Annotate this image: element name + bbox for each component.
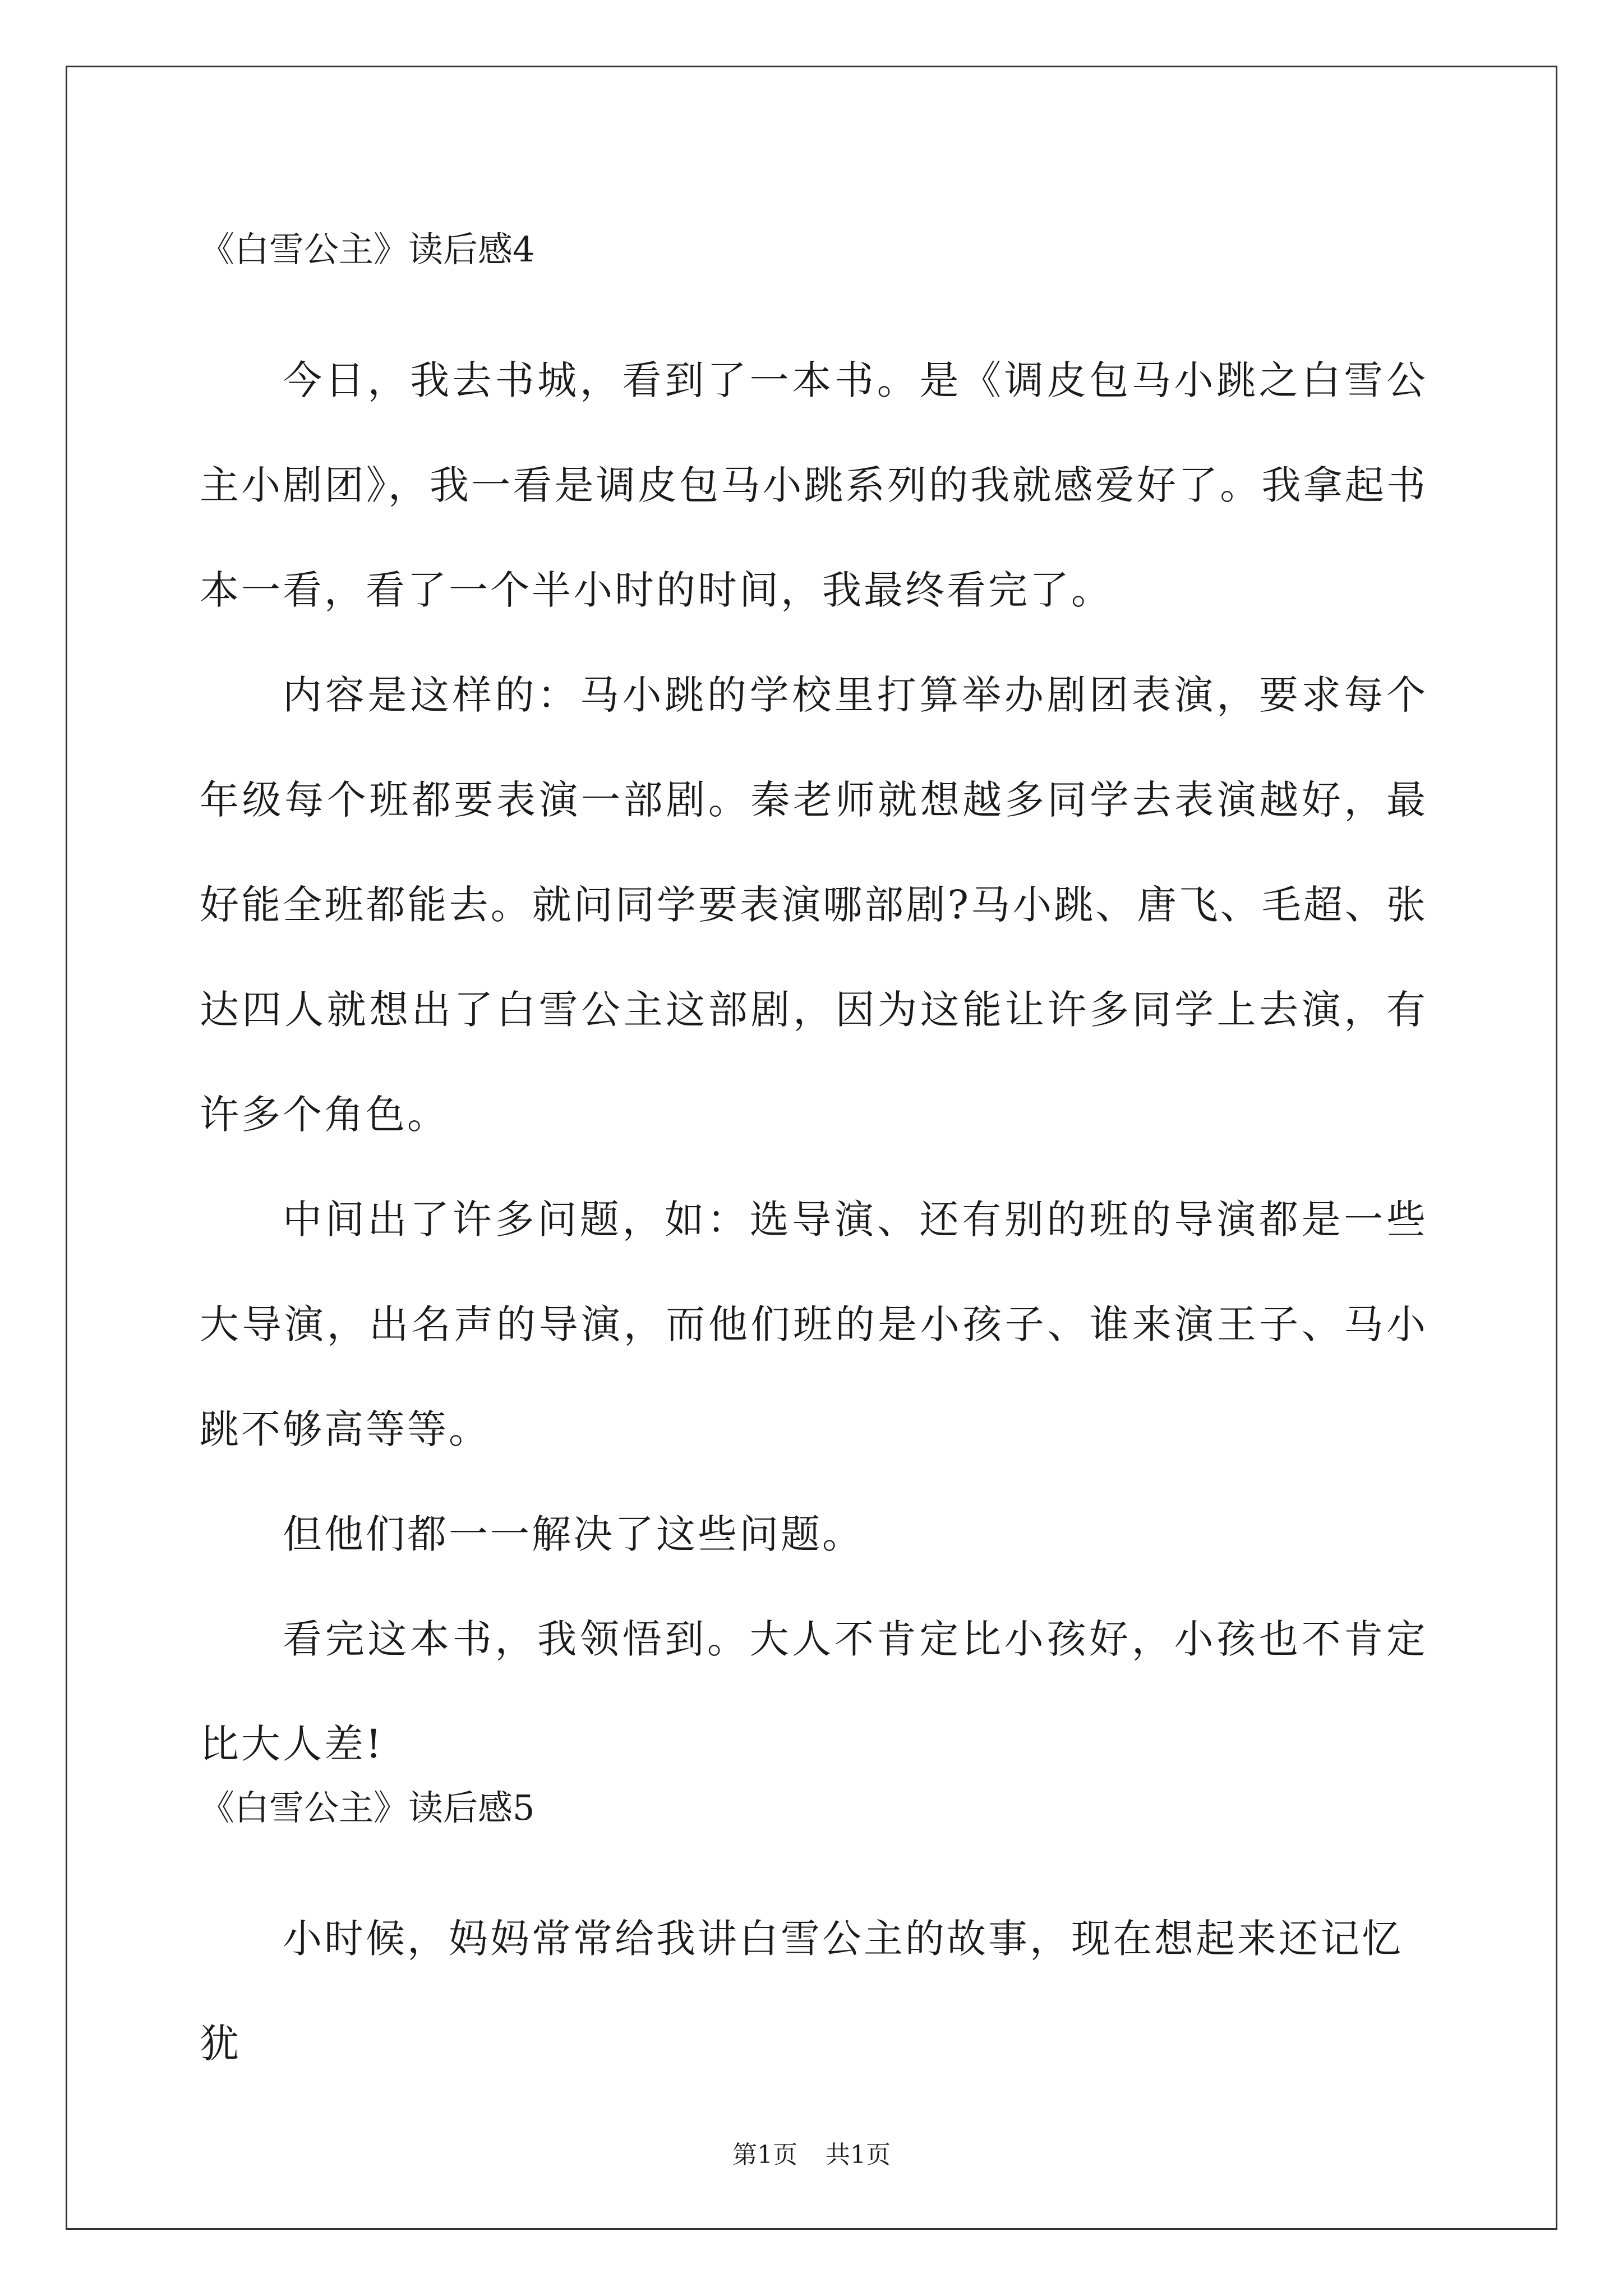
page-number: 第1页 [732,2141,797,2169]
paragraph: 中间出了许多问题，如：选导演、还有别的班的导演都是一些大导演，出名声的导演，而他们班的是小孩子、谁来演王子、马小跳不够高等等。 [200,1197,1428,1452]
paragraph: 内容是这样的：马小跳的学校里打算举办剧团表演，要求每个年级每个班都要表演一部剧。秦老师就想越多同学去表演越好，最好能全班都能去。就问同学要表演哪部剧?马小跳、唐飞、毛超、张达四人就想出了白雪公主这部剧，因为这能让许多同学上去演，有许多个角色。 [200,672,1428,1138]
paragraph: 今日，我去书城，看到了一本书。是《调皮包马小跳之白雪公主小剧团》，我一看是调皮包马小跳系列的我就感爱好了。我拿起书本一看，看了一个半小时的时间，我最终看完了。 [200,357,1428,613]
page-total: 共1页 [826,2141,891,2169]
section-heading-4: 《白雪公主》读后感4 [200,229,535,270]
paragraph: 看完这本书，我领悟到。大人不肯定比小孩好，小孩也不肯定比大人差! [200,1616,1428,1767]
document-body [200,222,1428,2096]
paragraph: 但他们都一一解决了这些问题。 [283,1511,864,1557]
paragraph: 小时候，妈妈常常给我讲白雪公主的故事，现在想起来还记忆犹 [200,1916,1403,2067]
page-footer [0,2134,1623,2170]
section-heading-5: 《白雪公主》读后感5 [200,1787,535,1828]
